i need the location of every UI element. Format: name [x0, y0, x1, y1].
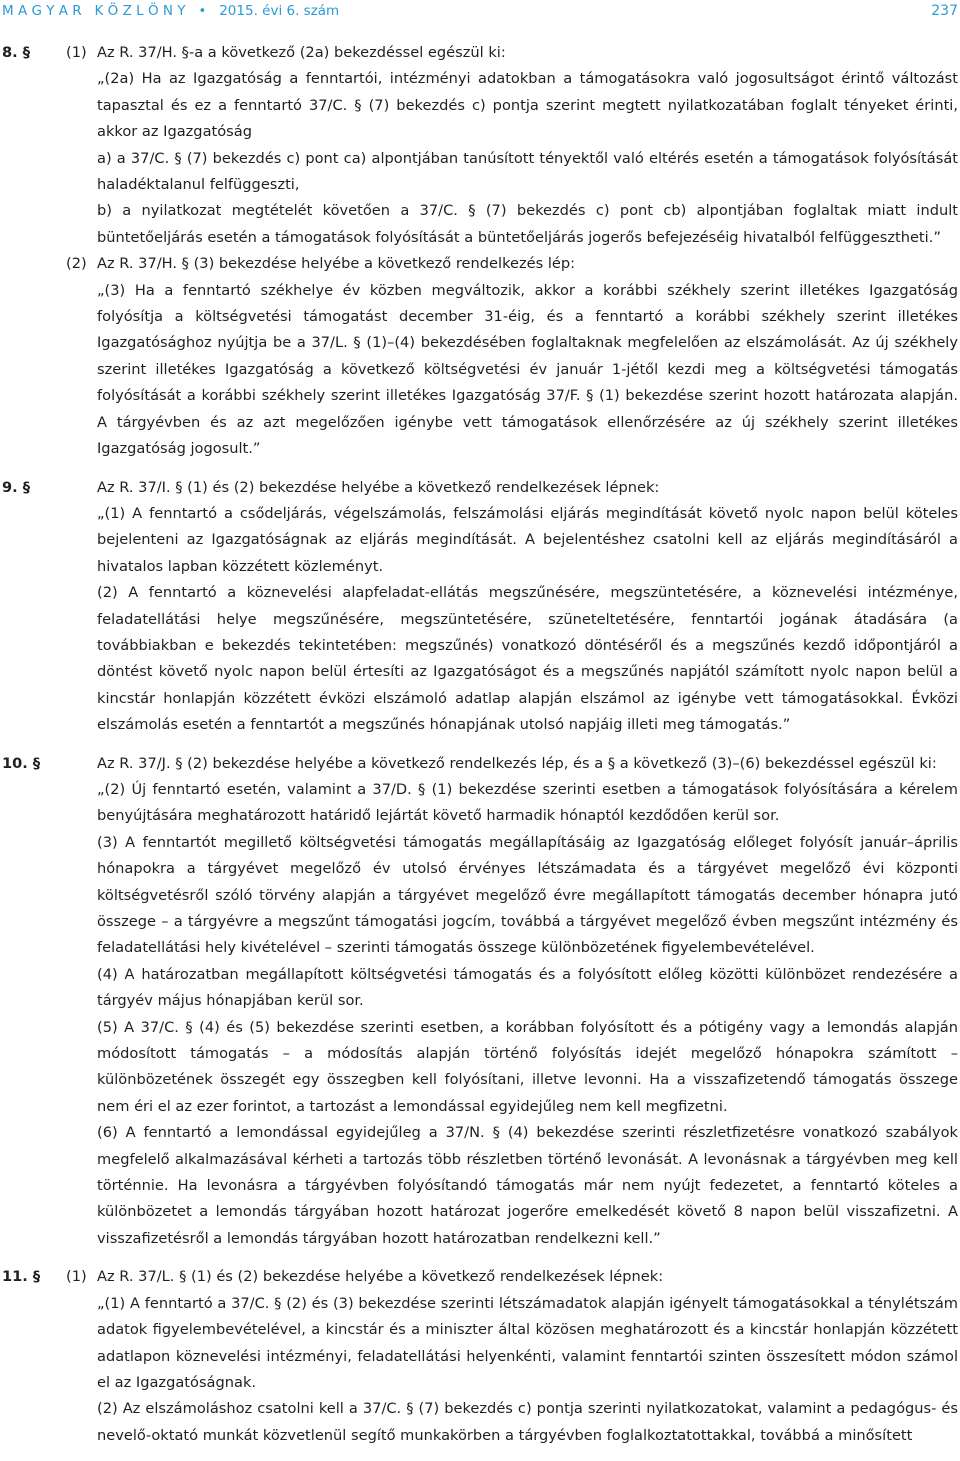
amendment-text — [97, 66, 958, 251]
paragraph: „(1) A fenntartó a csődeljárás, végelszámolás, felszámolási eljárás megindítását követő nyolc napon belül köteles bejelenteni az Igazgatóságnak az eljárás megindítását. A bejelentéshez csatolni kell az eljárás megindításáról a hivatalos lapban közzétett közleményt. — [97, 504, 958, 575]
amendment-lead: Az R. 37/H. § (3) bekezdése helyébe a következő rendelkezés lép: — [97, 255, 576, 273]
journal-title: M A G Y A R K Ö Z L Ö N Y • 2015. évi 6. szám — [2, 3, 340, 19]
paragraph: b) a nyilatkozat megtételét követően a 37/C. § (7) bekezdés c) pont cb) alpontjában foglaltak miatt indult büntetőeljárás esetén a támogatások folyósítását a büntetőeljárás jogerős befejezéséig hivatalból felfüggesztheti.” — [97, 202, 958, 246]
subsection-number: (2) — [66, 255, 87, 273]
paragraph: „(3) Ha a fenntartó székhelye év közben megváltozik, akkor a korábbi székhely szerint illetékes Igazgatóság folyósítja a költségvetési támogatást december 31-éig, és a fenntartó a korábbi székhely szerint illetékes Igazgatósághoz nyújtja be a 37/L. § (1)–(4) bekezdésében foglaltaknak megfelelően az elszámolását. Az új székhely szerint illetékes Igazgatóság a következő költségvetési év január 1-jétől kezdi meg a költségvetési támogatás folyósítását a korábbi székhely szerint illetékes Igazgatóság 37/F. § (1) bekezdése szerint hozott határozata alapján. A tárgyévben és az azt megelőzően igénybe vett támogatások ellenőrzésére az új székhely szerint illetékes Igazgatóság jogosult.” — [97, 281, 958, 458]
section-number: 11. § — [2, 1268, 41, 1286]
page-header — [0, 0, 960, 24]
section-11 — [0, 1264, 958, 1449]
paragraph: „(1) A fenntartó a 37/C. § (2) és (3) bekezdése szerinti létszámadatok alapján igényelt támogatásokkal a ténylétszám adatok figyelembevételével, a kincstár és a miniszter által közösen meghatározott és a kincstár honlapján közzétett adatlapon köznevelési intézményi, feladatellátási helyenkénti, valamint fenntartói szinten összesített módon számol el az Igazgatóságnak. — [97, 1294, 958, 1391]
subsection-1 — [0, 1264, 958, 1449]
amendment-lead: Az R. 37/L. § (1) és (2) bekezdése helyébe a következő rendelkezések lépnek: — [97, 1268, 664, 1286]
amendment-text — [97, 777, 958, 1252]
paragraph: (3) A fenntartót megillető költségvetési támogatás megállapításáig az Igazgatóság előleget folyósít január–április hónapokra a tárgyévet megelőző év utolsó érvényes létszámadata és a tárgyévet megelőző évi központi költségvetésről szóló törvény alapján a tárgyévet megelőző évre megállapított támogatás december hónapra jutó összege – a tárgyévre a megszűnt támogatási jogcím, továbbá a tárgyévet megelőző évben megszűnt intézmény és feladatellátási hely kivételével – szerinti támogatás összege különbözetének figyelembevételével. — [97, 833, 958, 957]
paragraph: „(2a) Ha az Igazgatóság a fenntartói, intézményi adatokban a támogatásokra való jogosultságot érintő változást tapasztal és ez a fenntartó 37/C. § (7) bekezdés c) pontja szerint megtett nyilatkozatában foglalt tényeket érinti, akkor az Igazgatóság — [97, 70, 958, 141]
subsection-2 — [0, 251, 958, 462]
section-number: 8. § — [2, 44, 31, 61]
paragraph: (6) A fenntartó a lemondással egyidejűleg a 37/N. § (4) bekezdése szerinti részletfizetésre vonatkozó szabályok megfelelő alkalmazásával kérheti a tartozás több részletben történő levonását. A levonásnak a tárgyévben meg kell történnie. Ha levonásra a tárgyévben folyósítandó támogatás már nem nyújt fedezetet, a fenntartó köteles a különbözetet a lemondás tárgyában hozott határozat jogerőre emelkedését követő 8 napon belül visszafizetni. A visszafizetésről a lemondás tárgyában hozott határozatban rendelkezni kell.” — [97, 1124, 958, 1247]
subsection-1 — [0, 40, 958, 251]
paragraph: „(2) Új fenntartó esetén, valamint a 37/D. § (1) bekezdése szerinti esetben a támogatások folyósítására a kérelem benyújtására meghatározott határidő lejártát követő harmadik hónaptól kezdődően kerül sor. — [97, 780, 958, 825]
amendment-text — [97, 501, 958, 739]
paragraph: (4) A határozatban megállapított költségvetési támogatás és a folyósított előleg közötti különbözet rendezésére a tárgyév május hónapjában kerül sor. — [97, 965, 958, 1010]
amendment-lead: Az R. 37/J. § (2) bekezdése helyébe a következő rendelkezés lép, és a § a következő (3)–(6) bekezdéssel egészül ki: — [97, 754, 937, 772]
section-number: 9. § — [2, 478, 31, 496]
section-8 — [0, 40, 958, 463]
paragraph: (5) A 37/C. § (4) és (5) bekezdése szerinti esetben, a korábban folyósított és a pótigény vagy a lemondás alapján módosított támogatás – a módosítás alapján történő folyósítás idejét megelőző hónapokra számított – különbözetének összegét egy összegben kell folyósítani, illetve levonni. Ha a visszafizetendő támogatás összege nem éri el az ezer forintot, a tartozást a lemondással egyidejűleg nem kell megfizetni. — [97, 1018, 958, 1115]
section-10 — [0, 751, 958, 1253]
page-number: 237 — [931, 3, 958, 19]
amendment-lead: Az R. 37/H. §-a a következő (2a) bekezdéssel egészül ki: — [97, 44, 506, 61]
subsection-number: (1) — [66, 1268, 87, 1286]
paragraph: a) a 37/C. § (7) bekezdés c) pont ca) alpontjában tanúsított tényektől való eltérés esetén a támogatások folyósítását haladéktalanul felfüggeszti, — [97, 149, 958, 194]
amendment-text — [97, 1291, 958, 1449]
subsection-number: (1) — [66, 44, 87, 61]
paragraph: (2) A fenntartó a köznevelési alapfeladat-ellátás megszűnésére, megszüntetésére, a köznevelési intézménye, feladatellátási helye megszűnésére, megszüntetésére, szüneteltetésére, fenntartói jogának átadására (a továbbiakban e bekezdés tekintetében: megszűnés) vonatkozó döntéséről és a megszűnés kezdő időpontjáról a döntést követő nyolc napon belül értesíti az Igazgatóságot és a megszűnés napjától számított nyolc napon belül a kincstár honlapján közzétett évközi elszámoló adatlap alapján elszámol az igénybe vett támogatásokkal. Évközi elszámolás esetén a fenntartót a megszűnés hónapjának utolsó napjáig illeti meg támogatás.” — [97, 584, 958, 734]
amendment-text — [97, 278, 958, 463]
section-number: 10. § — [2, 754, 41, 772]
section-9 — [0, 475, 958, 739]
paragraph: (2) Az elszámoláshoz csatolni kell a 37/C. § (7) bekezdés c) pontja szerinti nyilatkozatokat, valamint a pedagógus- és nevelő-oktató munkát közvetlenül segítő munkakörben a tárgyévben foglalkoztatottakkal, továbbá a minősített — [97, 1400, 958, 1444]
amendment-lead: Az R. 37/I. § (1) és (2) bekezdése helyébe a következő rendelkezések lépnek: — [97, 478, 660, 496]
document-body — [0, 40, 958, 1461]
